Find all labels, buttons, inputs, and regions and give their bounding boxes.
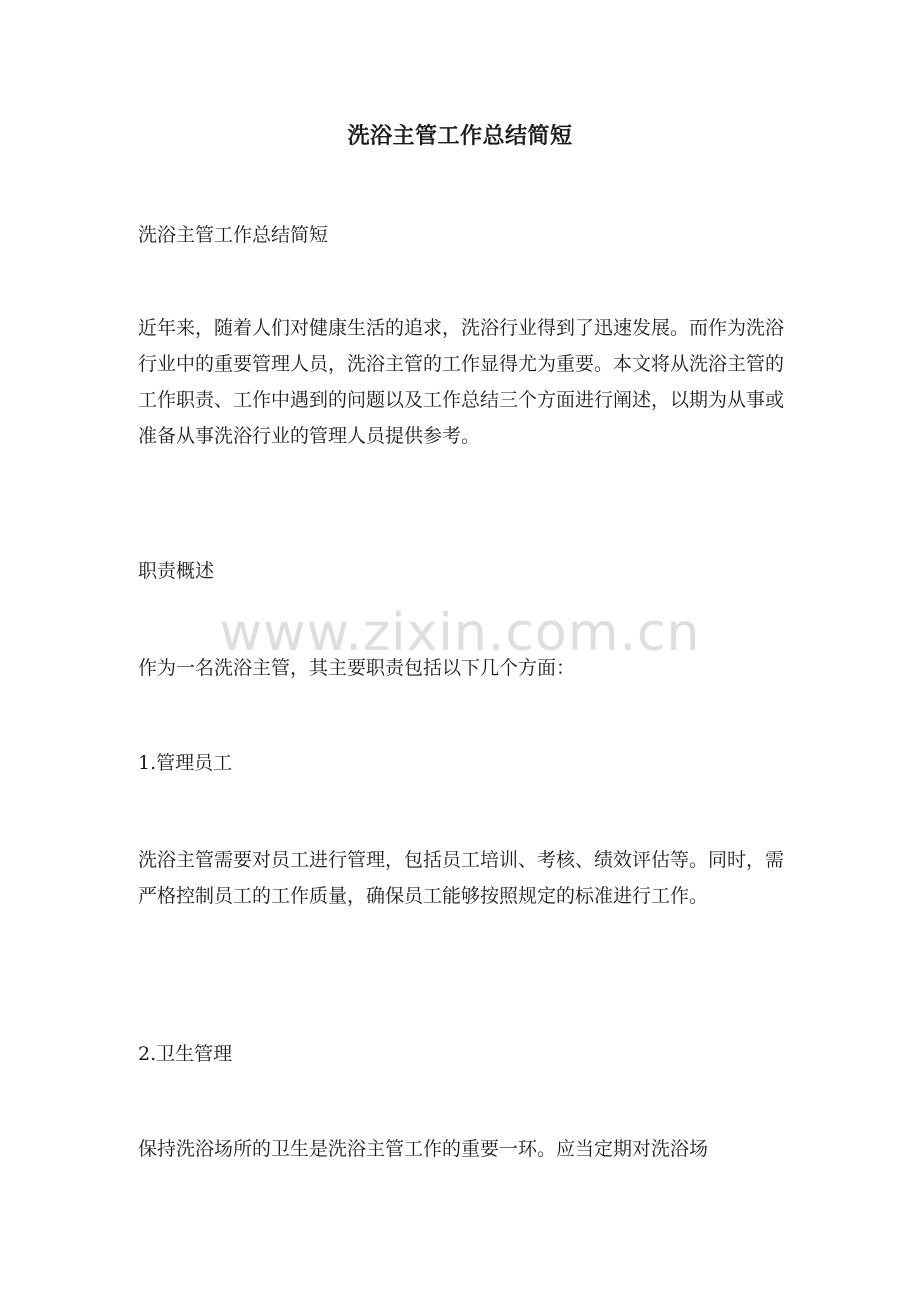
item-heading-hygiene: 2.卫生管理 xyxy=(138,1043,233,1065)
intro-paragraph: 近年来，随着人们对健康生活的追求，洗浴行业得到了迅速发展。而作为洗浴行业中的重要管理人员，洗浴主管的工作显得尤为重要。本文将从洗浴主管的工作职责、工作中遇到的问题以及工作总结三个方面进行阐述，以期为从事或准备从事洗浴行业的管理人员提供参考。 xyxy=(138,317,785,447)
section-heading-duties: 职责概述 xyxy=(138,560,215,582)
manage-staff-paragraph: 洗浴主管需要对员工进行管理，包括员工培训、考核、绩效评估等。同时，需严格控制员工的工作质量，确保员工能够按照规定的标准进行工作。 xyxy=(138,849,785,907)
document-title: 洗浴主管工作总结简短 xyxy=(347,123,573,149)
watermark: www.zixin.com.cn xyxy=(219,603,701,663)
hygiene-paragraph: 保持洗浴场所的卫生是洗浴主管工作的重要一环。应当定期对洗浴场 xyxy=(138,1138,709,1160)
item-heading-manage-staff: 1.管理员工 xyxy=(138,752,233,774)
document-subtitle: 洗浴主管工作总结简短 xyxy=(138,224,329,246)
duties-intro-paragraph: 作为一名洗浴主管，其主要职责包括以下几个方面： xyxy=(138,657,576,679)
